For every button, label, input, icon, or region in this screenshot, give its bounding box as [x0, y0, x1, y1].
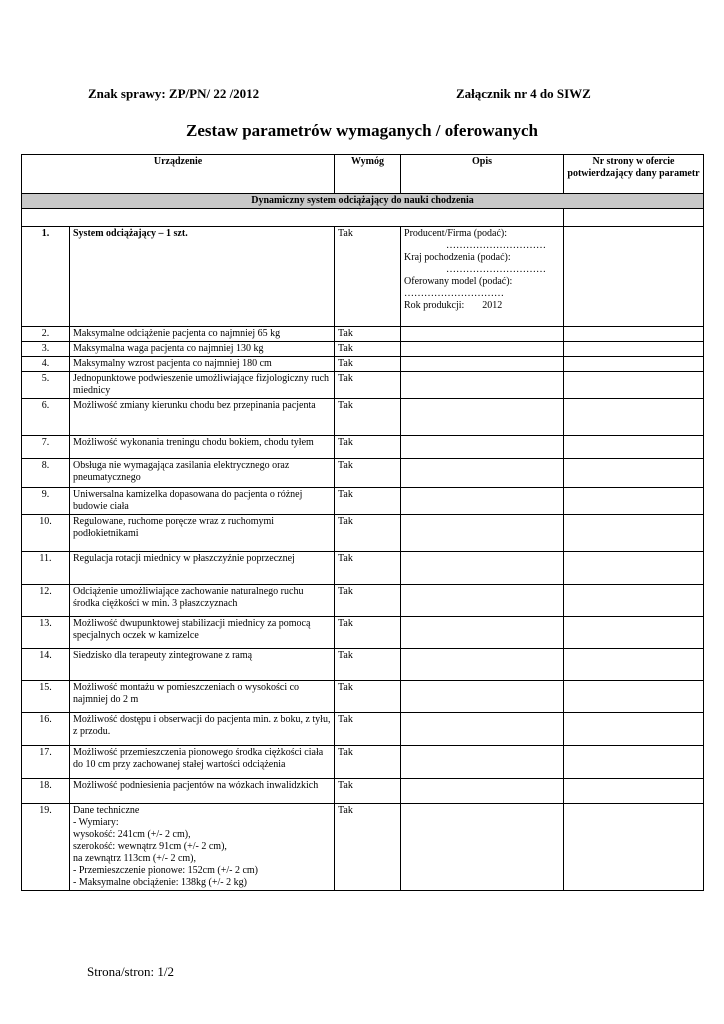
row-description: Maksymalne odciążenie pacjenta co najmniej 65 kg: [70, 327, 335, 342]
year-label: Rok produkcji:: [404, 300, 465, 311]
row-number: 11.: [22, 552, 70, 585]
table-row: [22, 779, 704, 804]
technical-data-line: - Maksymalne obciążenie: 138kg (+/- 2 kg): [73, 877, 247, 888]
row-description-field: [401, 436, 564, 459]
row-page-ref: [564, 399, 704, 436]
row-description-field: [401, 342, 564, 357]
row-number: 6.: [22, 399, 70, 436]
row-requirement: Tak: [335, 713, 401, 746]
parameters-table: [21, 154, 704, 891]
spacer-row: [22, 209, 704, 227]
row-description: Odciążenie umożliwiające zachowanie naturalnego ruchu środka ciężkości w min. 3 płaszczyznach: [70, 585, 335, 617]
table-row: [22, 372, 704, 399]
row-description-field: [401, 459, 564, 488]
table-row: [22, 552, 704, 585]
row-description-field: [401, 399, 564, 436]
row-requirement: Tak: [335, 515, 401, 552]
row-number: 15.: [22, 681, 70, 713]
row-number: 12.: [22, 585, 70, 617]
col-requirement-header: Wymóg: [335, 155, 401, 194]
row-requirement: Tak: [335, 649, 401, 681]
table-row: [22, 459, 704, 488]
row-number: 18.: [22, 779, 70, 804]
row-number: 10.: [22, 515, 70, 552]
page-number: Strona/stron: 1/2: [87, 964, 175, 979]
row-description-field: [401, 372, 564, 399]
technical-data-line: - Wymiary:: [73, 817, 119, 828]
table-row: [22, 436, 704, 459]
row-page-ref: [564, 357, 704, 372]
row-description-field: [401, 681, 564, 713]
row-requirement: Tak: [335, 746, 401, 779]
row-requirement: Tak: [335, 552, 401, 585]
row-number: 2.: [22, 327, 70, 342]
section-row: [22, 194, 704, 209]
row-page-ref: [564, 327, 704, 342]
table-row: [22, 681, 704, 713]
table-row: [22, 585, 704, 617]
row-requirement: Tak: [335, 779, 401, 804]
year-line: [404, 300, 560, 312]
row-description: System odciążający – 1 szt.: [70, 227, 335, 327]
technical-data-line: wysokość: 241cm (+/- 2 cm),: [73, 829, 191, 840]
row-description-field: [401, 585, 564, 617]
row-page-ref: [564, 436, 704, 459]
row-page-ref: [564, 746, 704, 779]
page-title: Zestaw parametrów wymaganych / oferowanych: [186, 121, 538, 140]
table-row: [22, 649, 704, 681]
technical-data-line: Dane techniczne: [73, 805, 140, 816]
row-description-field: [401, 804, 564, 891]
technical-data-line: - Przemieszczenie pionowe: 152cm (+/- 2 cm): [73, 865, 259, 876]
table-row: [22, 399, 704, 436]
row-description-field: [401, 327, 564, 342]
row-requirement: Tak: [335, 436, 401, 459]
row-page-ref: [564, 227, 704, 327]
country-label: Kraj pochodzenia (podać):: [404, 252, 511, 263]
row-number: 9.: [22, 488, 70, 515]
country-dots: …………………………: [446, 264, 547, 275]
row-description: Obsługa nie wymagająca zasilania elektrycznego oraz pneumatycznego: [70, 459, 335, 488]
row-description: Uniwersalna kamizelka dopasowana do pacjenta o różnej budowie ciała: [70, 488, 335, 515]
table-row: [22, 488, 704, 515]
model-label: Oferowany model (podać):: [404, 276, 513, 287]
attachment-label: Załącznik nr 4 do SIWZ: [456, 86, 591, 101]
row-requirement: Tak: [335, 617, 401, 649]
row-description: Jednopunktowe podwieszenie umożliwiające fizjologiczny ruch miednicy: [70, 372, 335, 399]
row-description: Regulacja rotacji miednicy w płaszczyźnie poprzecznej: [70, 552, 335, 585]
row-requirement: Tak: [335, 804, 401, 891]
row-description-field: [401, 552, 564, 585]
row-description-field: [401, 617, 564, 649]
case-number: Znak sprawy: ZP/PN/ 22 /2012: [88, 86, 260, 101]
row-description-fields: [401, 227, 564, 327]
row-description-field: [401, 515, 564, 552]
spacer-cell: [22, 209, 564, 227]
row-requirement: Tak: [335, 372, 401, 399]
table-row: [22, 804, 704, 891]
row-number: 13.: [22, 617, 70, 649]
row-description: Możliwość dostępu i obserwacji do pacjenta min. z boku, z tyłu, z przodu.: [70, 713, 335, 746]
row-page-ref: [564, 342, 704, 357]
row-page-ref: [564, 617, 704, 649]
table-row: [22, 342, 704, 357]
row-description: Możliwość przemieszczenia pionowego środka ciężkości ciała do 10 cm przy zachowanej stałej wartości odciążenia: [70, 746, 335, 779]
row-number: 8.: [22, 459, 70, 488]
row-requirement: Tak: [335, 327, 401, 342]
section-title: Dynamiczny system odciążający do nauki chodzenia: [22, 194, 704, 209]
col-device-header: Urządzenie: [22, 155, 335, 194]
row-page-ref: [564, 488, 704, 515]
row-description: Maksymalna waga pacjenta co najmniej 130 kg: [70, 342, 335, 357]
table-row: [22, 746, 704, 779]
producer-dots: …………………………: [446, 240, 547, 251]
year-value: 2012: [482, 300, 503, 311]
row-description-field: [401, 649, 564, 681]
row-page-ref: [564, 372, 704, 399]
spacer-cell: [564, 209, 704, 227]
row-requirement: Tak: [335, 585, 401, 617]
row-description: Możliwość dwupunktowej stabilizacji miednicy za pomocą specjalnych oczek w kamizelce: [70, 617, 335, 649]
row-requirement: Tak: [335, 357, 401, 372]
row-number: 4.: [22, 357, 70, 372]
row-description: Siedzisko dla terapeuty zintegrowane z ramą: [70, 649, 335, 681]
table-row: [22, 617, 704, 649]
row-description: [70, 804, 335, 891]
col-description-header: Opis: [401, 155, 564, 194]
table-row: [22, 357, 704, 372]
row-description: Regulowane, ruchome poręcze wraz z ruchomymi podłokietnikami: [70, 515, 335, 552]
row-page-ref: [564, 681, 704, 713]
row-number: 3.: [22, 342, 70, 357]
table-row: [22, 227, 704, 327]
row-page-ref: [564, 713, 704, 746]
row-description: Maksymalny wzrost pacjenta co najmniej 180 cm: [70, 357, 335, 372]
row-requirement: Tak: [335, 399, 401, 436]
model-dots: …………………………: [404, 288, 505, 299]
row-description-field: [401, 746, 564, 779]
row-page-ref: [564, 585, 704, 617]
row-description: Możliwość podniesienia pacjentów na wózkach inwalidzkich: [70, 779, 335, 804]
row-description: Możliwość wykonania treningu chodu bokiem, chodu tyłem: [70, 436, 335, 459]
row-number: 5.: [22, 372, 70, 399]
row-number: 1.: [22, 227, 70, 327]
row-description-field: [401, 779, 564, 804]
row-description-field: [401, 713, 564, 746]
row-number: 19.: [22, 804, 70, 891]
row-page-ref: [564, 779, 704, 804]
row-requirement: Tak: [335, 342, 401, 357]
row-requirement: Tak: [335, 459, 401, 488]
technical-data-line: szerokość: wewnątrz 91cm (+/- 2 cm),: [73, 841, 227, 852]
table-row: [22, 713, 704, 746]
row-number: 14.: [22, 649, 70, 681]
row-description-field: [401, 357, 564, 372]
row-page-ref: [564, 515, 704, 552]
table-header-row: [22, 155, 704, 194]
table-row: [22, 515, 704, 552]
row-description: Możliwość zmiany kierunku chodu bez przepinania pacjenta: [70, 399, 335, 436]
row-requirement: Tak: [335, 227, 401, 327]
row-number: 16.: [22, 713, 70, 746]
row-requirement: Tak: [335, 488, 401, 515]
row-page-ref: [564, 649, 704, 681]
row-description-field: [401, 488, 564, 515]
technical-data-line: na zewnątrz 113cm (+/- 2 cm),: [73, 853, 196, 864]
row-number: 17.: [22, 746, 70, 779]
row-page-ref: [564, 804, 704, 891]
table-row: [22, 327, 704, 342]
col-page-ref-header: Nr strony w ofercie potwierdzający dany parametr: [564, 155, 704, 194]
row-page-ref: [564, 459, 704, 488]
row-number: 7.: [22, 436, 70, 459]
producer-label: Producent/Firma (podać):: [404, 228, 508, 239]
row-page-ref: [564, 552, 704, 585]
row-requirement: Tak: [335, 681, 401, 713]
row-description: Możliwość montażu w pomieszczeniach o wysokości co najmniej do 2 m: [70, 681, 335, 713]
